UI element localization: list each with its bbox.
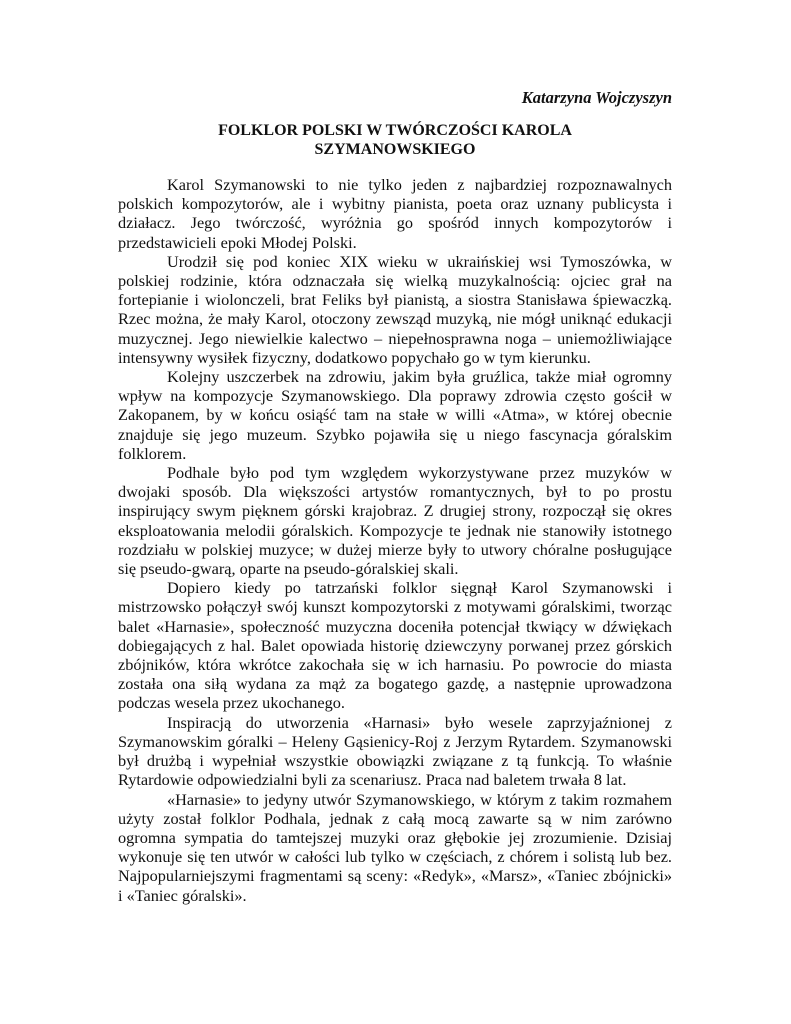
document-title — [118, 121, 672, 159]
paragraph-conclusion: «Harnasie» to jedyny utwór Szymanowskiego, w którym z takim rozmahem użyty został folklor Podhala, jednak z całą mocą zawarte są w nim zarówno ogromna sympatia do tamtejszej muzyki oraz głębokie jej zrozumienie. Dzisiaj wykonuje się ten utwór w całości lub tylko w częściach, z chórem i solistą lub bez. Najpopularniejszymi fragmentami są sceny: «Redyk», «Marsz», «Taniec zbójnicki» i «Taniec góralski». — [118, 789, 672, 905]
document-body — [118, 175, 672, 905]
author-name: Katarzyna Wojczyszyn — [521, 88, 672, 107]
paragraph-inspiration: Inspiracją do utworzenia «Harnasi» było wesele zaprzyjaźnionej z Szymanowskim góralki – Heleny Gąsienicy-Roj z Jerzym Rytardem. Szymanowski był drużbą i wypełniał wszystkie obowiązki związane z tą funkcją. To właśnie Rytardowie odpowiedzialni byli za scenariusz. Praca nad baletem trwała 8 lat. — [118, 712, 672, 790]
paragraph-harnasie: Dopiero kiedy po tatrzański folklor sięgnął Karol Szymanowski i mistrzowsko połączył swój kunszt kompozytorski z motywami góralskimi, tworząc balet «Harnasie», społeczność muzyczna doceniła potencjał tkwiący w dźwiękach dobiegających z hal. Balet opowiada historię dziewczyny porwanej przez górskich zbójników, która wkrótce zakochała się w ich harnasiu. Po powrocie do miasta została ona siłą wydana za mąż za bogatego gazdę, a następnie uprowadzona podczas wesela przez ukochanego. — [118, 578, 672, 713]
paragraph-zakopane: Kolejny uszczerbek na zdrowiu, jakim była gruźlica, także miał ogromny wpływ na kompozycje Szymanowskiego. Dla poprawy zdrowia często gościł w Zakopanem, by w końcu osiąść tam na stałe w willi «Atma», w której obecnie znajduje się jego muzeum. Szybko pojawiła się u niego fascynacja góralskim folklorem. — [118, 367, 672, 463]
title-line-1: FOLKLOR POLSKI W TWÓRCZOŚCI KAROLA — [218, 122, 572, 139]
title-line-2: SZYMANOWSKIEGO — [314, 141, 476, 158]
paragraph-birth: Urodził się pod koniec XIX wieku w ukraińskiej wsi Tymoszówka, w polskiej rodzinie, która odznaczała się wielką muzykalnością: ojciec grał na fortepianie i wiolonczeli, brat Feliks był pianistą, a siostra Stanisława śpiewaczką. Rzec można, że mały Karol, otoczony zewsząd muzyką, nie mógł uniknąć edukacji muzycznej. Jego niewielkie kalectwo – niepełnosprawna noga – uniemożliwiające intensywny wysiłek fizyczny, dodatkowo popychało go w tym kierunku. — [118, 251, 672, 367]
paragraph-intro: Karol Szymanowski to nie tylko jeden z najbardziej rozpoznawalnych polskich kompozytorów, ale i wybitny pianista, poeta oraz uznany publicysta i działacz. Jego twórczość, wyróżnia go spośród innych kompozytorów i przedstawicieli epoki Młodej Polski. — [118, 175, 672, 252]
paragraph-podhale: Podhale było pod tym względem wykorzystywane przez muzyków w dwojaki sposób. Dla większości artystów romantycznych, był to po prostu inspirujący swym pięknem górski krajobraz. Z drugiej strony, rozpoczął się okres eksploatowania melodii góralskich. Kompozycje te jednak nie stanowiły istotnego rozdziału w polskiej muzyce; w dużej mierze były to utwory chóralne posługujące się pseudo-gwarą, oparte na pseudo-góralskiej skali. — [118, 463, 672, 579]
